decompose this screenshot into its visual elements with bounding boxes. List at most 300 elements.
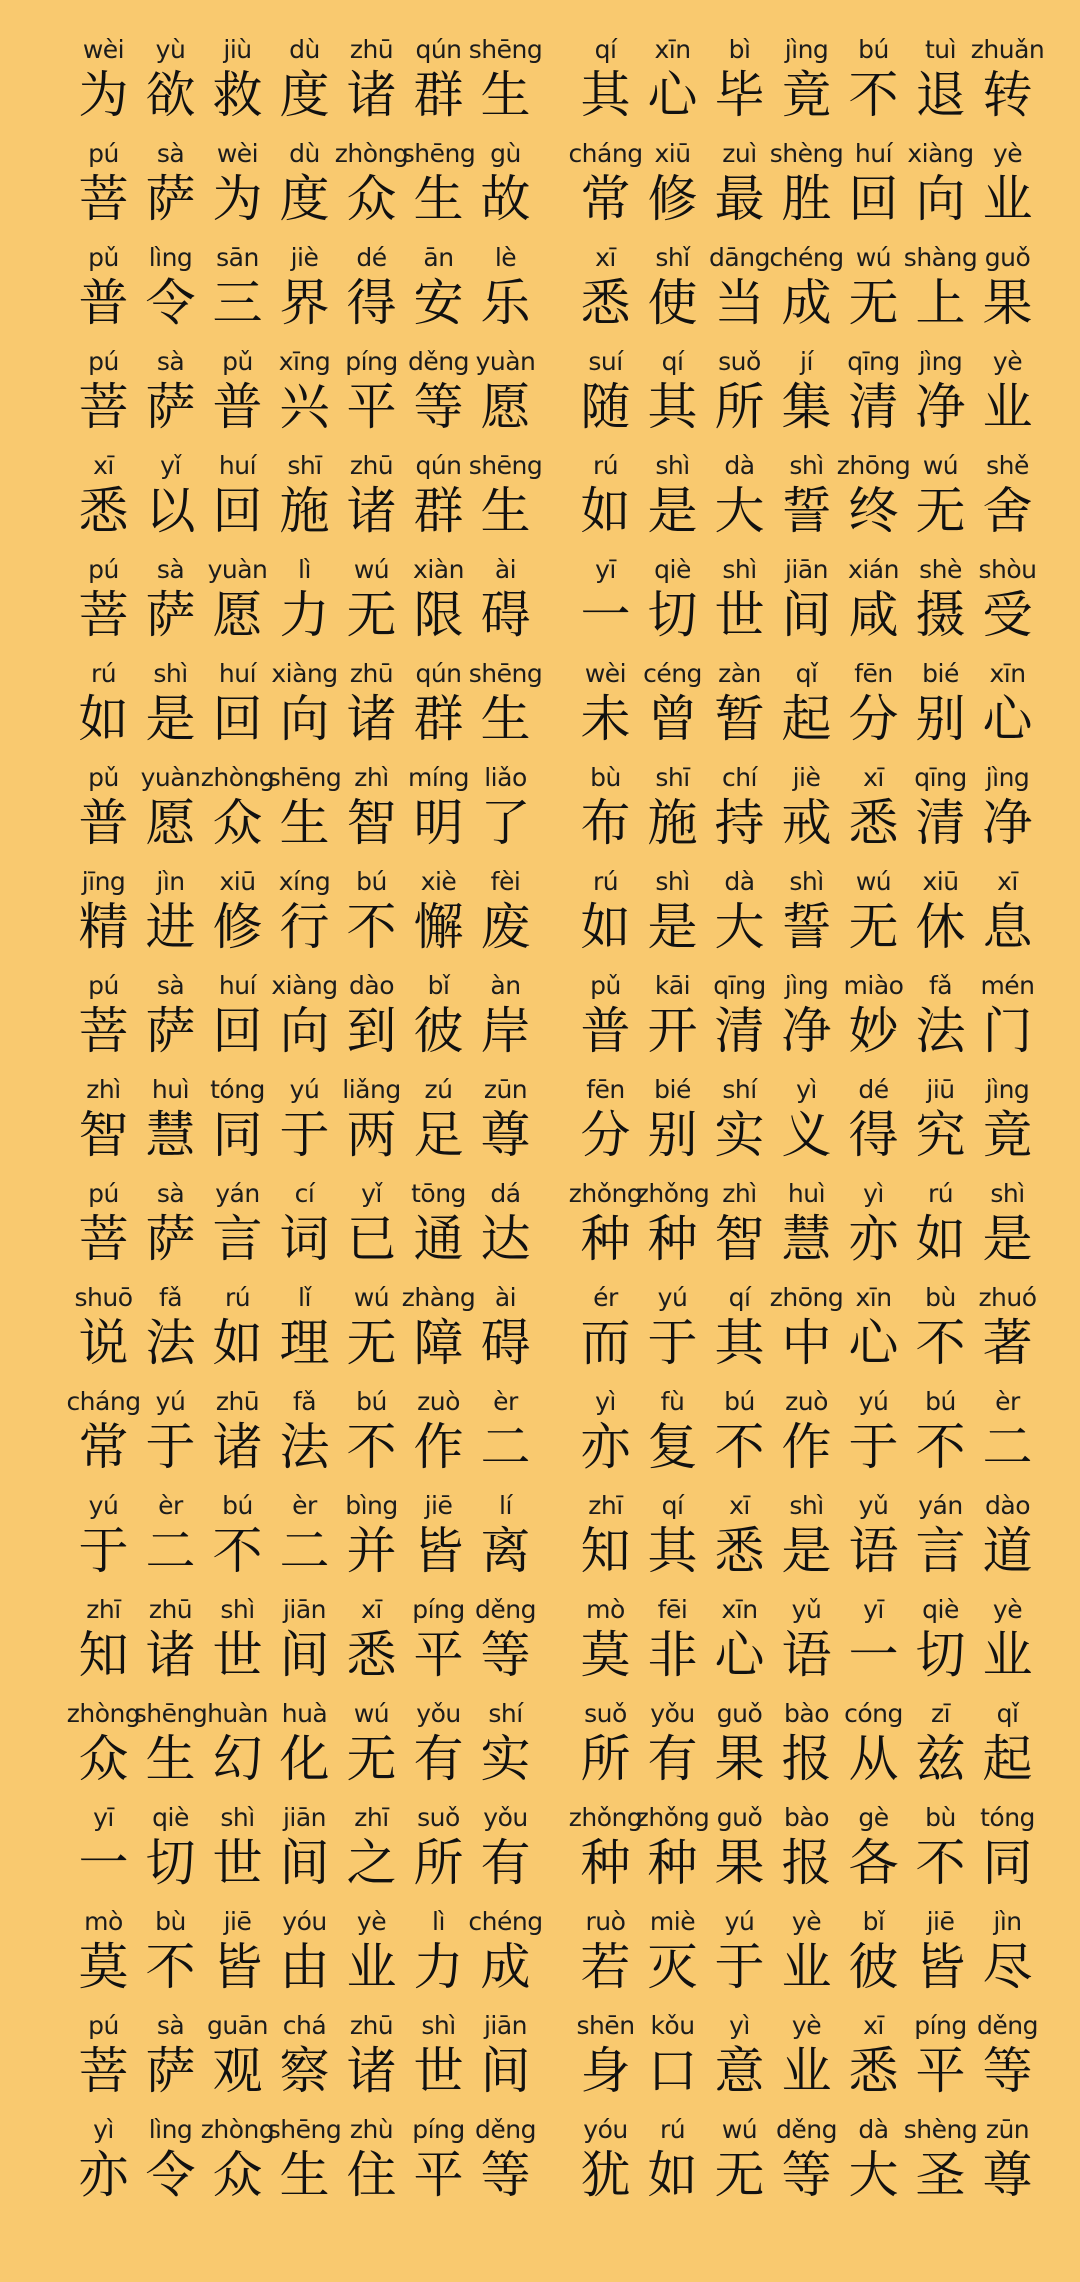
hanzi: 足	[413, 1106, 464, 1164]
verse-row	[70, 972, 1080, 1076]
pinyin: jìn	[156, 867, 185, 896]
hanzi: 界	[279, 274, 330, 332]
pinyin: zhǒng	[635, 1803, 710, 1832]
pinyin: bào	[784, 1699, 829, 1728]
syllable	[639, 36, 706, 140]
pinyin: zhǒng	[635, 1179, 710, 1208]
hanzi: 普	[78, 274, 129, 332]
pinyin: děng	[408, 347, 469, 376]
hanzi: 胜	[781, 170, 832, 228]
verse-line-left	[70, 2116, 539, 2220]
hanzi: 转	[982, 66, 1033, 124]
pinyin: bǐ	[862, 1907, 885, 1936]
pinyin: zhòng	[200, 763, 275, 792]
pinyin: yǐ	[361, 1179, 382, 1208]
hanzi: 平	[413, 1626, 464, 1684]
hanzi: 众	[346, 170, 397, 228]
hanzi: 普	[212, 378, 263, 436]
pinyin: jìng	[784, 35, 829, 64]
hanzi: 二	[145, 1522, 196, 1580]
pinyin: huí	[218, 451, 257, 480]
pinyin: ài	[494, 1283, 517, 1312]
hanzi: 其	[647, 378, 698, 436]
hanzi: 间	[279, 1834, 330, 1892]
syllable	[635, 1179, 710, 1284]
syllable	[472, 972, 539, 1076]
syllable	[639, 1284, 706, 1388]
pinyin: pǔ	[88, 243, 119, 272]
syllable	[572, 1388, 639, 1492]
pinyin: fēi	[657, 1595, 688, 1624]
pinyin: bù	[925, 1803, 956, 1832]
pinyin: huà	[281, 1699, 328, 1728]
syllable	[639, 1908, 706, 2012]
pinyin: dào	[985, 1491, 1030, 1520]
syllable	[840, 1492, 907, 1596]
syllable	[338, 244, 405, 348]
pinyin: xiàng	[271, 971, 338, 1000]
pinyin: děng	[475, 2115, 536, 2144]
syllable	[706, 1492, 773, 1596]
hanzi: 所	[580, 1730, 631, 1788]
hanzi: 当	[714, 274, 765, 332]
pinyin: tóng	[210, 1075, 265, 1104]
pinyin: dù	[289, 35, 320, 64]
hanzi: 息	[982, 898, 1033, 956]
syllable	[773, 1388, 840, 1492]
verse-line-right	[572, 972, 1041, 1076]
pinyin: yè	[992, 1595, 1023, 1624]
syllable	[204, 36, 271, 140]
hanzi: 精	[78, 898, 129, 956]
hanzi: 一	[78, 1834, 129, 1892]
pinyin: jiē	[223, 1907, 252, 1936]
pinyin: shì	[789, 867, 824, 896]
verse-line-right	[572, 244, 1041, 348]
hanzi: 并	[346, 1522, 397, 1580]
verse-line-right	[572, 35, 1045, 140]
syllable	[472, 140, 539, 244]
pinyin: shuō	[74, 1283, 133, 1312]
pinyin: zhù	[349, 2115, 394, 2144]
pinyin: yì	[796, 1075, 817, 1104]
pinyin: shēng	[267, 2115, 342, 2144]
pinyin: jiè	[290, 243, 319, 272]
syllable	[70, 868, 137, 972]
verse-row	[70, 1804, 1080, 1908]
verse-row	[70, 764, 1080, 868]
syllable	[974, 244, 1041, 348]
syllable	[271, 244, 338, 348]
syllable	[405, 868, 472, 972]
pinyin: kāi	[654, 971, 691, 1000]
pinyin: qún	[415, 451, 462, 480]
pinyin: bù	[590, 763, 621, 792]
pinyin: yóu	[282, 1907, 327, 1936]
syllable	[706, 140, 773, 244]
syllable	[338, 868, 405, 972]
syllable	[907, 764, 974, 868]
pinyin: yè	[791, 2011, 822, 2040]
pinyin: jiān	[282, 1803, 327, 1832]
hanzi: 无	[714, 2146, 765, 2204]
hanzi: 萨	[145, 170, 196, 228]
syllable	[405, 1388, 472, 1492]
pinyin: xíng	[278, 867, 331, 896]
hanzi: 业	[982, 1626, 1033, 1684]
verse-row	[70, 1908, 1080, 2012]
hanzi: 起	[982, 1730, 1033, 1788]
hanzi: 竟	[982, 1106, 1033, 1164]
pinyin: shēn	[576, 2011, 635, 2040]
hanzi: 尽	[982, 1938, 1033, 1996]
syllable	[204, 452, 271, 556]
hanzi: 尊	[480, 1106, 531, 1164]
verse-line-left	[70, 451, 543, 556]
verse-line-right	[572, 1700, 1041, 1804]
hanzi: 智	[346, 794, 397, 852]
hanzi: 上	[915, 274, 966, 332]
pinyin: bù	[155, 1907, 186, 1936]
verse-line-left	[70, 1596, 539, 1700]
pinyin: bú	[222, 1491, 253, 1520]
pinyin: huí	[854, 139, 893, 168]
hanzi: 智	[714, 1210, 765, 1268]
pinyin: yú	[88, 1491, 119, 1520]
pinyin: gè	[858, 1803, 889, 1832]
syllable	[133, 1699, 208, 1804]
pinyin: sà	[156, 555, 185, 584]
syllable	[974, 2116, 1041, 2220]
syllable	[773, 556, 840, 660]
hanzi: 法	[279, 1418, 330, 1476]
pinyin: shēng	[133, 1699, 208, 1728]
syllable	[639, 660, 706, 764]
syllable	[974, 1596, 1041, 1700]
pinyin: shì	[789, 1491, 824, 1520]
pinyin: mò	[586, 1595, 625, 1624]
syllable	[840, 1180, 907, 1284]
pinyin: zhì	[354, 763, 389, 792]
verse-row	[70, 660, 1080, 764]
syllable	[907, 1388, 974, 1492]
pinyin: xiàn	[413, 555, 464, 584]
pinyin: huì	[787, 1179, 826, 1208]
pinyin: bú	[724, 1387, 755, 1416]
hanzi: 净	[982, 794, 1033, 852]
pinyin: zhuó	[978, 1283, 1037, 1312]
hanzi: 业	[781, 2042, 832, 2100]
syllable	[572, 1492, 639, 1596]
syllable	[70, 140, 137, 244]
pinyin: shě	[986, 451, 1029, 480]
pinyin: shì	[655, 451, 690, 480]
syllable	[572, 868, 639, 972]
pinyin: jiū	[926, 1075, 955, 1104]
hanzi: 无	[848, 274, 899, 332]
hanzi: 兹	[915, 1730, 966, 1788]
syllable	[974, 1284, 1041, 1388]
syllable	[468, 451, 543, 556]
pinyin: píng	[412, 1595, 465, 1624]
syllable	[405, 2012, 472, 2116]
syllable	[773, 764, 840, 868]
syllable	[137, 1388, 204, 1492]
hanzi: 实	[714, 1106, 765, 1164]
pinyin: shè	[919, 555, 962, 584]
pinyin: zhī	[588, 1491, 623, 1520]
hanzi: 中	[781, 1314, 832, 1372]
pinyin: zī	[930, 1699, 951, 1728]
syllable	[204, 1076, 271, 1180]
pinyin: děng	[776, 2115, 837, 2144]
hanzi: 救	[212, 66, 263, 124]
pinyin: xī	[361, 1595, 382, 1624]
syllable	[706, 660, 773, 764]
syllable	[271, 140, 338, 244]
syllable	[639, 2012, 706, 2116]
hanzi: 生	[480, 690, 531, 748]
verse-line-left	[70, 35, 543, 140]
verse-row	[70, 868, 1080, 972]
syllable	[70, 1908, 137, 2012]
hanzi: 心	[647, 66, 698, 124]
syllable	[137, 1180, 204, 1284]
pinyin: lì	[298, 555, 311, 584]
syllable	[907, 452, 974, 556]
verse-row	[70, 1596, 1080, 1700]
hanzi: 施	[279, 482, 330, 540]
syllable	[706, 868, 773, 972]
syllable	[472, 2012, 539, 2116]
syllable	[70, 1180, 137, 1284]
verse-row	[66, 1699, 1080, 1804]
pinyin: pú	[88, 139, 119, 168]
hanzi: 非	[647, 1626, 698, 1684]
hanzi: 岸	[480, 1002, 531, 1060]
verse-row	[70, 452, 1080, 556]
pinyin: pú	[88, 2011, 119, 2040]
hanzi: 三	[212, 274, 263, 332]
hanzi: 曾	[647, 690, 698, 748]
syllable	[200, 2115, 275, 2220]
pinyin: rú	[90, 659, 117, 688]
syllable	[338, 1492, 405, 1596]
hanzi: 如	[580, 482, 631, 540]
syllable	[572, 2012, 639, 2116]
syllable	[271, 1804, 338, 1908]
syllable	[907, 1180, 974, 1284]
verse-line-right	[572, 452, 1041, 556]
syllable	[472, 1700, 539, 1804]
hanzi: 若	[580, 1938, 631, 1996]
syllable	[70, 660, 137, 764]
hanzi: 法	[915, 1002, 966, 1060]
pinyin: xiū	[219, 867, 256, 896]
pinyin: zhōng	[769, 1283, 844, 1312]
verse-row	[70, 140, 1080, 244]
verse-row	[70, 244, 1080, 348]
pinyin: dào	[349, 971, 394, 1000]
syllable	[840, 1804, 907, 1908]
syllable	[572, 1076, 639, 1180]
pinyin: zhū	[349, 659, 394, 688]
syllable	[405, 36, 472, 140]
pinyin: fǎ	[292, 1387, 317, 1416]
hanzi: 限	[413, 586, 464, 644]
hanzi: 言	[915, 1522, 966, 1580]
verse-line-right	[572, 2012, 1041, 2116]
hanzi: 种	[580, 1210, 631, 1268]
pinyin: èr	[292, 1491, 317, 1520]
verse-row	[70, 556, 1080, 660]
syllable	[405, 1596, 472, 1700]
hanzi: 妙	[848, 1002, 899, 1060]
hanzi: 摄	[915, 586, 966, 644]
syllable	[405, 452, 472, 556]
pinyin: miè	[649, 1907, 696, 1936]
pinyin: zuò	[785, 1387, 828, 1416]
syllable	[137, 1076, 204, 1180]
verse-line-left	[70, 972, 539, 1076]
syllable	[840, 556, 907, 660]
verse-line-left	[66, 1387, 539, 1492]
pinyin: jí	[800, 347, 813, 376]
pinyin: xī	[595, 243, 616, 272]
pinyin: shì	[220, 1803, 255, 1832]
pinyin: lǐ	[298, 1283, 311, 1312]
syllable	[338, 36, 405, 140]
verse-line-left	[70, 244, 539, 348]
hanzi: 其	[580, 66, 631, 124]
syllable	[66, 1387, 141, 1492]
hanzi: 知	[78, 1626, 129, 1684]
hanzi: 同	[982, 1834, 1033, 1892]
pinyin: yì	[729, 2011, 750, 2040]
pinyin: rú	[659, 2115, 686, 2144]
pinyin: xiū	[922, 867, 959, 896]
verse-line-left	[70, 764, 539, 868]
syllable	[572, 556, 639, 660]
syllable	[769, 1283, 844, 1388]
hanzi: 悉	[78, 482, 129, 540]
hanzi: 普	[78, 794, 129, 852]
syllable	[769, 243, 844, 348]
hanzi: 于	[78, 1522, 129, 1580]
syllable	[974, 764, 1041, 868]
pinyin: jiē	[926, 1907, 955, 1936]
syllable	[572, 2116, 639, 2220]
syllable	[773, 1492, 840, 1596]
pinyin: jiān	[282, 1595, 327, 1624]
syllable	[472, 244, 539, 348]
hanzi: 终	[848, 482, 899, 540]
hanzi: 心	[982, 690, 1033, 748]
syllable	[635, 1803, 710, 1908]
syllable	[907, 868, 974, 972]
pinyin: shèng	[903, 2115, 978, 2144]
pinyin: sà	[156, 347, 185, 376]
syllable	[974, 2012, 1041, 2116]
pinyin: jīng	[81, 867, 126, 896]
hanzi: 二	[480, 1418, 531, 1476]
pinyin: lì	[432, 1907, 445, 1936]
syllable	[334, 139, 409, 244]
verse-line-right	[572, 1076, 1041, 1180]
pinyin: jiān	[483, 2011, 528, 2040]
syllable	[773, 1596, 840, 1700]
hanzi: 舍	[982, 482, 1033, 540]
pinyin: qí	[594, 35, 617, 64]
pinyin: yán	[918, 1491, 963, 1520]
pinyin: shèng	[769, 139, 844, 168]
hanzi: 受	[982, 586, 1033, 644]
pinyin: xīn	[721, 1595, 758, 1624]
syllable	[271, 1908, 338, 2012]
syllable	[70, 972, 137, 1076]
syllable	[137, 1804, 204, 1908]
hanzi: 词	[279, 1210, 330, 1268]
hanzi: 同	[212, 1106, 263, 1164]
pinyin: cí	[294, 1179, 315, 1208]
syllable	[204, 1388, 271, 1492]
syllable	[137, 348, 204, 452]
pinyin: shí	[722, 1075, 757, 1104]
syllable	[405, 972, 472, 1076]
syllable	[840, 1596, 907, 1700]
pinyin: wú	[855, 867, 892, 896]
hanzi: 有	[480, 1834, 531, 1892]
hanzi: 心	[848, 1314, 899, 1372]
hanzi: 最	[714, 170, 765, 228]
hanzi: 察	[279, 2042, 330, 2100]
hanzi: 幻	[212, 1730, 263, 1788]
pinyin: liǎng	[342, 1075, 401, 1104]
syllable	[338, 1908, 405, 2012]
pinyin: shēng	[468, 451, 543, 480]
pinyin: shì	[990, 1179, 1025, 1208]
syllable	[773, 2116, 840, 2220]
pinyin: rú	[592, 451, 619, 480]
hanzi: 大	[714, 898, 765, 956]
pinyin: shì	[722, 555, 757, 584]
verse-line-right	[572, 1908, 1041, 2012]
hanzi: 世	[212, 1626, 263, 1684]
syllable	[639, 452, 706, 556]
pinyin: xiàng	[271, 659, 338, 688]
hanzi: 回	[212, 482, 263, 540]
hanzi: 达	[480, 1210, 531, 1268]
syllable	[472, 556, 539, 660]
pinyin: huì	[151, 1075, 190, 1104]
syllable	[137, 244, 204, 348]
verse-line-left	[70, 1284, 539, 1388]
verse-line-right	[568, 1179, 1041, 1284]
syllable	[974, 1076, 1041, 1180]
syllable	[338, 972, 405, 1076]
syllable	[401, 139, 476, 244]
hanzi: 种	[647, 1210, 698, 1268]
hanzi: 如	[212, 1314, 263, 1372]
syllable	[706, 1388, 773, 1492]
hanzi: 于	[848, 1418, 899, 1476]
pinyin: bú	[356, 1387, 387, 1416]
pinyin: jiān	[784, 555, 829, 584]
pinyin: zhū	[349, 451, 394, 480]
syllable	[907, 1076, 974, 1180]
hanzi: 无	[848, 898, 899, 956]
pinyin: děng	[977, 2011, 1038, 2040]
